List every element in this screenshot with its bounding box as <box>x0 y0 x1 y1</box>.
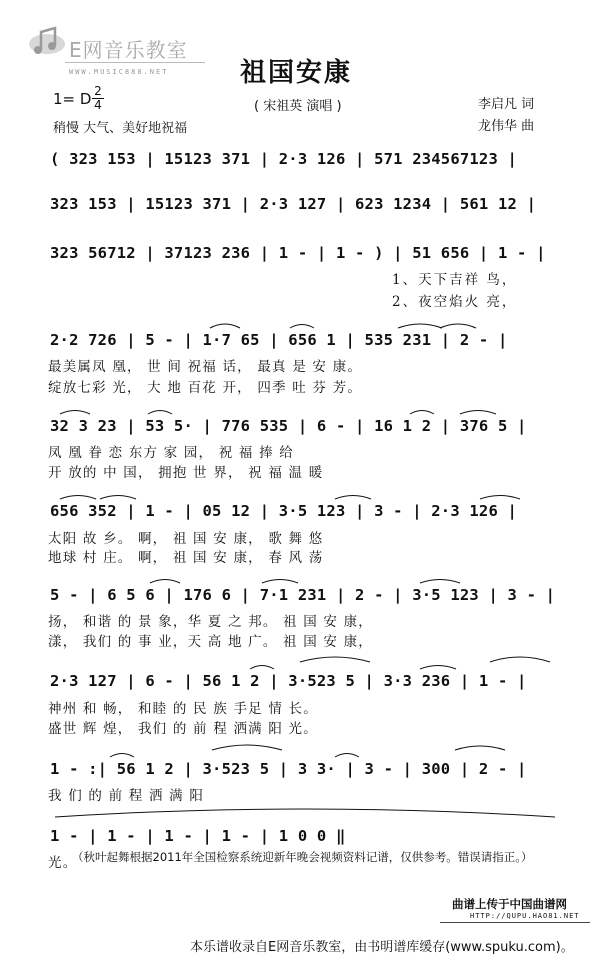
tie-mark <box>55 809 555 817</box>
slur-mark <box>490 657 550 662</box>
score-line: 1 - :| 56 1 2 | 3·523 5 | 3 3· | 3 - | 300 | 2 - | <box>50 760 527 778</box>
score-line: 5 - | 6 5 6 | 176 6 | 7·1 231 | 2 - | 3·5 123 | 3 - | <box>50 586 556 604</box>
singer-credit: ( 宋祖英 演唱 ) <box>254 99 342 114</box>
lyric-verse-1: 最美属凤 凰， 世 间 祝福 话， 最真 是 安 康。 <box>48 359 363 375</box>
composer-credit: 龙伟华 曲 <box>478 119 535 134</box>
score-line: 323 56712 | 37123 236 | 1 - | 1 - ) | 51 656 | 1 - | <box>50 244 546 262</box>
slur-mark <box>300 657 370 662</box>
score-line: ( 323 153 | 15123 371 | 2·3 126 | 571 234567123 | <box>50 150 518 168</box>
lyric-verse-2: 盛世 辉 煌， 我们 的 前 程 洒满 阳 光。 <box>48 721 318 737</box>
slur-mark <box>60 411 90 415</box>
slur-mark <box>210 324 240 328</box>
footer-divider <box>440 922 590 923</box>
lyric-verse-2: 开 放的 中 国， 拥抱 世 界， 祝 福 温 暖 <box>48 465 324 481</box>
time-signature <box>92 86 104 111</box>
final-lyric: 光。 <box>48 855 78 871</box>
site-logo <box>25 22 195 82</box>
score-line: 2·3 127 | 6 - | 56 1 2 | 3·523 5 | 3·3 236 | 1 - | <box>50 672 527 690</box>
slur-mark <box>420 580 460 584</box>
slur-mark <box>250 666 274 670</box>
lyric-verse-1: 凤 凰 眷 恋 东方 家 园， 祝 福 捧 给 <box>48 445 295 461</box>
slur-mark <box>410 411 434 415</box>
slur-mark <box>110 754 134 758</box>
slur-mark <box>398 324 442 328</box>
song-title: 祖国安康 <box>240 58 353 88</box>
slur-mark <box>148 411 172 415</box>
site-name: E网音乐教室 <box>69 38 188 62</box>
score-line: 323 153 | 15123 371 | 2·3 127 | 623 1234 | 561 12 | <box>50 195 537 213</box>
lyric-verse-2: 绽放七彩 光， 大 地 百花 开， 四季 吐 芬 芳。 <box>48 380 363 396</box>
slur-mark <box>335 496 371 500</box>
slur-mark <box>150 580 180 584</box>
site-url: WWW.MUSIC888.NET <box>69 68 169 76</box>
lyric-verse-1: 我 们 的 前 程 洒 满 阳 <box>48 788 205 804</box>
slur-mark <box>262 580 298 584</box>
lyric-verse-2: 地球 村 庄。 啊， 祖 国 安 康， 春 风 荡 <box>48 550 324 566</box>
lyric-verse-2: 漾， 我们 的 事 业，天 高 地 广。 祖 国 安 康， <box>48 634 374 650</box>
lyric-verse-1: 扬， 和谐 的 景 象，华 夏 之 邦。 祖 国 安 康， <box>48 614 374 630</box>
upload-url: HTTP://QUPU.HAO81.NET <box>470 912 580 920</box>
slur-mark <box>100 496 136 500</box>
score-line: 32 3 23 | 53 5· | 776 535 | 6 - | 16 1 2 | 376 5 | <box>50 417 527 435</box>
logo-divider <box>65 62 205 63</box>
lyric-verse-1: 太阳 故 乡。 啊， 祖 国 安 康， 歌 舞 悠 <box>48 531 324 547</box>
slur-mark <box>212 745 282 750</box>
lyricist-credit: 李启凡 词 <box>478 97 535 112</box>
upload-credit: 曲谱上传于中国曲谱网 <box>452 897 567 911</box>
score-line: 656 352 | 1 - | 05 12 | 3·5 123 | 3 - | 2·3 126 | <box>50 502 518 520</box>
score-line: 2·2 726 | 5 - | 1·7 65 | 656 1 | 535 231 | 2 - | <box>50 331 508 349</box>
slur-mark <box>335 754 359 758</box>
lyric-verse-1: 神州 和 畅， 和睦 的 民 族 手足 情 长。 <box>48 701 318 717</box>
music-note-logo-icon <box>25 22 69 62</box>
slur-mark <box>455 746 505 750</box>
source-note: （秋叶起舞根据2011年全国检察系统迎新年晚会视频资料记谱，仅供参考。错误请指正。） <box>72 850 533 864</box>
time-denominator: 4 <box>94 98 102 112</box>
slur-mark <box>290 325 314 329</box>
slur-mark <box>480 496 520 500</box>
key-signature: 1= D <box>53 90 92 108</box>
slur-mark <box>420 666 456 670</box>
slur-mark <box>460 411 496 415</box>
slur-mark <box>440 324 476 328</box>
slur-mark <box>60 496 96 500</box>
tempo-marking: 稍慢 大气、美好地祝福 <box>53 121 188 136</box>
score-line: 1 - | 1 - | 1 - | 1 - | 1 0 0 ‖ <box>50 827 346 845</box>
time-numerator: 2 <box>94 84 102 98</box>
intro-lyric-verse-1: 1、天下吉祥 鸟， <box>392 272 518 288</box>
footer-note: 本乐谱收录自E网音乐教室，由书明谱库缓存(www.spuku.com)。 <box>190 940 574 955</box>
intro-lyric-verse-2: 2、夜空焰火 亮， <box>392 294 518 310</box>
